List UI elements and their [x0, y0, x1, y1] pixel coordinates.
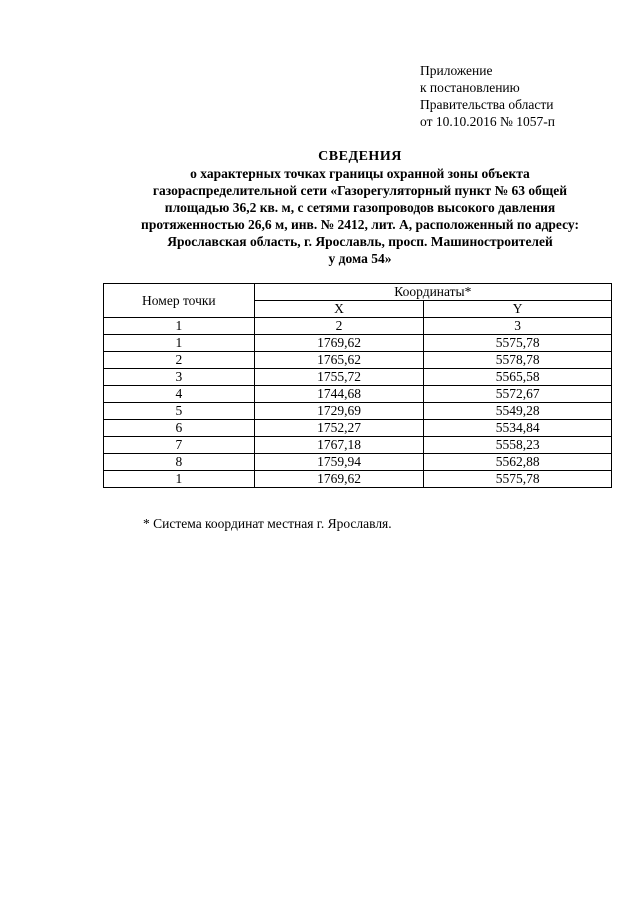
heading-line: протяженностью 26,6 м, инв. № 2412, лит. А, расположенный по адресу: — [141, 217, 579, 232]
point-number: 3 — [104, 369, 255, 386]
table-row — [104, 386, 612, 403]
coord-y: 5558,23 — [424, 437, 612, 454]
point-number: 2 — [104, 352, 255, 369]
coord-x: 1769,62 — [254, 335, 424, 352]
header-coordinates: Координаты* — [254, 284, 611, 301]
table-row — [104, 335, 612, 352]
table-row — [104, 369, 612, 386]
coord-y: 5562,88 — [424, 454, 612, 471]
appendix-line: Приложение — [420, 63, 493, 78]
column-number: 2 — [254, 318, 424, 335]
coord-y: 5565,58 — [424, 369, 612, 386]
footnote: * Система координат местная г. Ярославля. — [143, 516, 392, 531]
table-row — [104, 454, 612, 471]
heading-line: о характерных точках границы охранной зоны объекта — [190, 166, 530, 181]
table-row — [104, 420, 612, 437]
coord-y: 5575,78 — [424, 471, 612, 488]
point-number: 1 — [104, 471, 255, 488]
coord-x: 1729,69 — [254, 403, 424, 420]
column-number: 1 — [104, 318, 255, 335]
coord-x: 1752,27 — [254, 420, 424, 437]
coord-y: 5534,84 — [424, 420, 612, 437]
point-number: 8 — [104, 454, 255, 471]
heading-line: газораспределительной сети «Газорегуляторный пункт № 63 общей — [152, 183, 568, 198]
document-title: СВЕДЕНИЯ — [318, 149, 402, 164]
column-number: 3 — [424, 318, 612, 335]
coord-x: 1759,94 — [254, 454, 424, 471]
table-header-row — [104, 284, 612, 301]
coord-x: 1769,62 — [254, 471, 424, 488]
appendix-line: к постановлению — [420, 80, 520, 95]
appendix-line: Правительства области — [420, 97, 554, 112]
coord-y: 5572,67 — [424, 386, 612, 403]
point-number: 6 — [104, 420, 255, 437]
header-x: X — [254, 301, 424, 318]
point-number: 7 — [104, 437, 255, 454]
appendix-line: от 10.10.2016 № 1057-п — [420, 114, 555, 129]
header-point-number: Номер точки — [104, 284, 255, 318]
coord-x: 1767,18 — [254, 437, 424, 454]
table-row — [104, 471, 612, 488]
point-number: 1 — [104, 335, 255, 352]
point-number: 4 — [104, 386, 255, 403]
coord-y: 5578,78 — [424, 352, 612, 369]
heading-line: у дома 54» — [328, 251, 392, 266]
coord-x: 1765,62 — [254, 352, 424, 369]
header-y: Y — [424, 301, 612, 318]
table-row — [104, 352, 612, 369]
column-number-row — [104, 318, 612, 335]
coord-y: 5575,78 — [424, 335, 612, 352]
heading-line: Ярославская область, г. Ярославль, просп. Машиностроителей — [167, 234, 553, 249]
appendix-block — [420, 62, 555, 130]
document-heading — [100, 148, 620, 267]
heading-line: площадью 36,2 кв. м, с сетями газопроводов высокого давления — [164, 200, 556, 215]
point-number: 5 — [104, 403, 255, 420]
coord-x: 1744,68 — [254, 386, 424, 403]
coord-x: 1755,72 — [254, 369, 424, 386]
coord-y: 5549,28 — [424, 403, 612, 420]
coordinates-table — [103, 283, 612, 488]
table-row — [104, 403, 612, 420]
table-row — [104, 437, 612, 454]
